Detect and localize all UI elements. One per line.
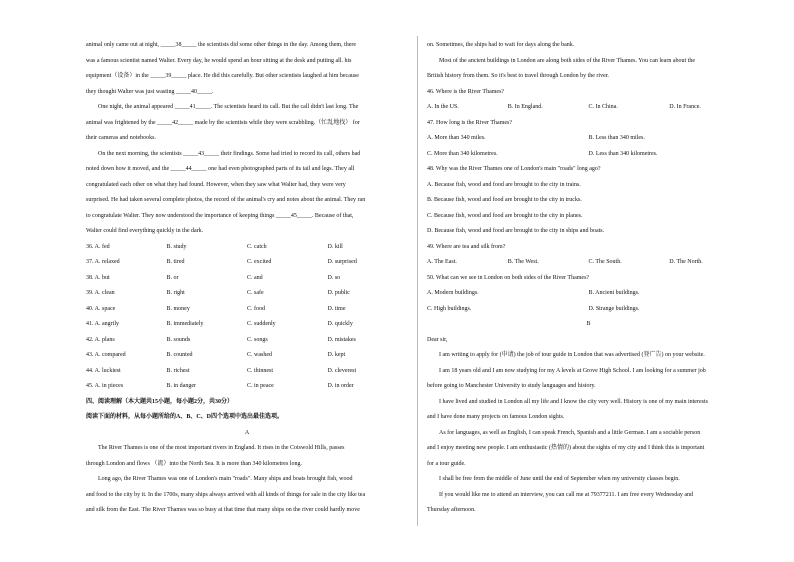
option-row-38 bbox=[86, 271, 408, 287]
option-b: B. immediately bbox=[166, 321, 204, 327]
section-heading: 四、阅读理解（本大题共15小题，每小题2分，共30分） bbox=[86, 398, 234, 405]
column-divider bbox=[417, 36, 418, 526]
option-c: C. songs bbox=[247, 336, 268, 343]
option-c: C. food bbox=[247, 305, 265, 312]
passage-b-label: B bbox=[586, 321, 591, 327]
option-b: B. In England. bbox=[507, 104, 543, 110]
letter-line: I am writing to apply for (申请) the job of tour guide in London that was advertised (登广告) on your website. bbox=[439, 352, 705, 358]
option-b: B. Less than 340 miles. bbox=[588, 135, 645, 141]
cloze-line: their cameras and notebooks. bbox=[86, 135, 156, 141]
cloze-line: was a famous scientist named Walter. Every day, he would spend an hour sitting at the desk and putting all. his bbox=[86, 57, 352, 64]
option-c: C. The South. bbox=[588, 259, 622, 265]
option-row-42 bbox=[86, 333, 408, 349]
cloze-line: noted down how it moved, and the _____44_____ one had even photographed parts of its tail and legs. They all bbox=[86, 166, 355, 172]
option-row-45 bbox=[86, 379, 408, 395]
option-c: C. More than 340 kilometres. bbox=[427, 150, 498, 157]
option-row-36 bbox=[86, 240, 408, 256]
option-a: A. More than 340 miles. bbox=[427, 135, 486, 141]
passage-line: through London and flows （流）into the North Sea. It is more than 340 kilometres long. bbox=[86, 460, 302, 467]
option-b: B. study bbox=[166, 243, 187, 250]
cloze-line: to congratulate Walter. They now understood the importance of keeping things _____45_____. Because of that, bbox=[86, 212, 354, 219]
option-b: B. richest bbox=[166, 367, 190, 374]
passage-line: on. Sometimes, the ships had to wait for days along the bank. bbox=[427, 42, 575, 48]
option-c: C. High buildings. bbox=[427, 305, 472, 312]
option-c: C. catch bbox=[247, 243, 267, 250]
cloze-line: equipment（设备）in the _____39_____ place. He did this carefully. But other scientists laughed at him because bbox=[86, 73, 359, 79]
cloze-line: they thought Walter was just wasting _____40_____. bbox=[86, 88, 214, 95]
cloze-line: On the next morning, the scientists _____43_____ their findings. Some had tried to record its call, others had bbox=[98, 150, 361, 157]
option-c: C. suddenly bbox=[247, 321, 276, 327]
letter-line: I am 18 years old and I am now studying for my A levels at Grove High School. I am looking for a summer job bbox=[439, 367, 706, 374]
option-d: D. In France. bbox=[669, 104, 701, 110]
option-c: C. washed bbox=[247, 352, 272, 358]
question-49: 49. Where are tea and silk from? bbox=[427, 243, 506, 250]
option-d: D. in order bbox=[327, 383, 354, 389]
question-46: 46. Where is the River Thames? bbox=[427, 88, 505, 95]
option-b: B. sounds bbox=[166, 336, 191, 343]
passage-line: Most of the ancient buildings in London are along both sides of the River Thames. You can learn about the bbox=[439, 57, 696, 64]
option-c: C. thinnest bbox=[247, 367, 274, 374]
option-a: A. Modern buildings. bbox=[427, 290, 479, 296]
cloze-line: Walter could find everything quickly in the dark. bbox=[86, 228, 204, 234]
q49-options bbox=[427, 255, 750, 271]
option-a: A. In the US. bbox=[427, 104, 459, 110]
option-c: C. In China. bbox=[588, 104, 618, 110]
cloze-line: animal was frightened by the _____42_____ made by the scientists while they were scrabbling.（忙乱地找） for bbox=[86, 119, 360, 126]
letter-line: I have lived and studied in London all my life and I know the city very well. History is one of my main interests bbox=[439, 398, 708, 405]
letter-line: for a tour guide. bbox=[427, 460, 466, 467]
option-d: D. so bbox=[327, 274, 341, 281]
option-d: D. kill bbox=[327, 243, 343, 250]
option-row-43 bbox=[86, 348, 408, 364]
option-c: C. Because fish, wood and food are brought to the city in planes. bbox=[427, 212, 583, 219]
cloze-line: surprised. He had taken several complete photos, the record of the animal's cry and notes about the animal. They ran bbox=[86, 197, 366, 203]
option-d: D. The North. bbox=[669, 259, 703, 265]
option-d: D. time bbox=[327, 305, 346, 312]
option-b: B. counted bbox=[166, 352, 193, 358]
option-c: C. safe bbox=[247, 290, 264, 296]
letter-line: and I enjoy meeting new people. I am enthusiastic (热情的) about the sights of my city and I think this is important bbox=[427, 445, 705, 451]
option-c: C. in peace bbox=[247, 383, 274, 389]
option-c: C. excited bbox=[247, 259, 272, 265]
option-a: 39. A. clean bbox=[86, 290, 115, 296]
cloze-line: One night, the animal appeared _____41_____. The scientists heard its call. But the call didn't last long. The bbox=[98, 104, 359, 110]
option-a: A. The East. bbox=[427, 259, 457, 265]
option-a: 45. A. in pieces bbox=[86, 383, 124, 389]
letter-line: I shall be free from the middle of June until the end of September when my university classes begin. bbox=[439, 476, 680, 482]
left-column bbox=[86, 38, 408, 519]
option-a: 42. A. plans bbox=[86, 336, 115, 343]
option-b: B. The West. bbox=[507, 259, 539, 265]
question-48: 48. Why was the River Thames one of London's main "roads" long ago? bbox=[427, 166, 601, 172]
section-instruction: 阅读下面的材料，从每小题所给的A、B、C、D四个选项中选出最佳选项。 bbox=[86, 414, 284, 420]
option-c: C. and bbox=[247, 274, 263, 281]
letter-line: Dear sir, bbox=[427, 336, 448, 343]
option-d: D. kept bbox=[327, 352, 346, 358]
option-d: D. Less than 340 kilometres. bbox=[588, 150, 658, 157]
option-row-39 bbox=[86, 286, 408, 302]
letter-line: Thursday afternoon. bbox=[427, 507, 476, 513]
option-a: 43. A. compared bbox=[86, 352, 126, 358]
option-b: B. or bbox=[166, 274, 179, 281]
option-b: B. in danger bbox=[166, 383, 196, 389]
question-50: 50. What can we see in London on both sides of the River Thames? bbox=[427, 274, 590, 281]
passage-a-label: A bbox=[244, 429, 250, 436]
option-b: B. Ancient buildings. bbox=[588, 290, 640, 296]
option-a: 38. A. but bbox=[86, 274, 110, 281]
option-a: 37. A. relaxed bbox=[86, 259, 120, 265]
passage-line: and food to the city by it. In the 1700s, many ships always arrived with all kinds of things for sale in the city like tea bbox=[86, 491, 366, 498]
q47-options-row2 bbox=[427, 147, 750, 163]
option-d: D. public bbox=[327, 290, 350, 296]
option-b: B. money bbox=[166, 305, 190, 312]
letter-line: and I have done many projects on famous London sights. bbox=[427, 414, 565, 420]
passage-line: Long ago, the River Thames was one of London's main "roads". Many ships and boats brought fish, wood bbox=[98, 476, 353, 482]
right-column bbox=[427, 38, 750, 519]
q50-options-row1 bbox=[427, 286, 750, 302]
option-b: B. Because fish, wood and food are brought to the city in trucks. bbox=[427, 197, 582, 203]
letter-line: before going to Manchester University to study languages and history. bbox=[427, 383, 596, 389]
q50-options-row2 bbox=[427, 302, 750, 318]
option-a: 41. A. angrily bbox=[86, 321, 119, 327]
option-a: 44. A. luckiest bbox=[86, 367, 121, 374]
passage-line: British history from them. So it's best to travel through London by the river. bbox=[427, 73, 609, 79]
option-a: 40. A. space bbox=[86, 305, 116, 312]
option-d: D. cleverest bbox=[327, 367, 357, 374]
letter-line: If you would like me to attend an interview, you can call me at 79377211. I am free every Wednesday and bbox=[439, 491, 694, 498]
q47-options-row1 bbox=[427, 131, 750, 147]
cloze-line: congratulated each other on what they had found. However, when they saw what Walter had, they were very bbox=[86, 181, 346, 188]
option-b: B. tired bbox=[166, 259, 185, 265]
cloze-line: animal only came out at night, _____38_____ the scientists did some other things in the day. Among them, there bbox=[86, 42, 357, 48]
option-row-41 bbox=[86, 317, 408, 333]
option-b: B. right bbox=[166, 290, 185, 296]
option-d: D. surprised bbox=[327, 259, 357, 265]
q46-options bbox=[427, 100, 750, 116]
passage-line: and silk from the East. The River Thames was so busy at that time that many ships on the river could hardly move bbox=[86, 507, 360, 513]
option-row-37 bbox=[86, 255, 408, 271]
option-row-44 bbox=[86, 364, 408, 380]
option-a: 36. A. fed bbox=[86, 243, 110, 250]
letter-line: As for languages, as well as English, I can speak French, Spanish and a little German. I am a sociable person bbox=[439, 429, 701, 436]
option-d: D. Because fish, wood and food are brought to the city in ships and boats. bbox=[427, 228, 605, 234]
option-a: A. Because fish, wood and food are brought to the city in trains. bbox=[427, 181, 581, 188]
passage-line: The River Thames is one of the most important rivers in England. It rises in the Cotswold Hills, passes bbox=[98, 445, 345, 451]
option-row-40 bbox=[86, 302, 408, 318]
option-d: D. quickly bbox=[327, 321, 353, 327]
question-47: 47. How long is the River Thames? bbox=[427, 119, 513, 126]
option-d: D. mistakes bbox=[327, 336, 356, 343]
option-d: D. Strange buildings. bbox=[588, 305, 640, 312]
